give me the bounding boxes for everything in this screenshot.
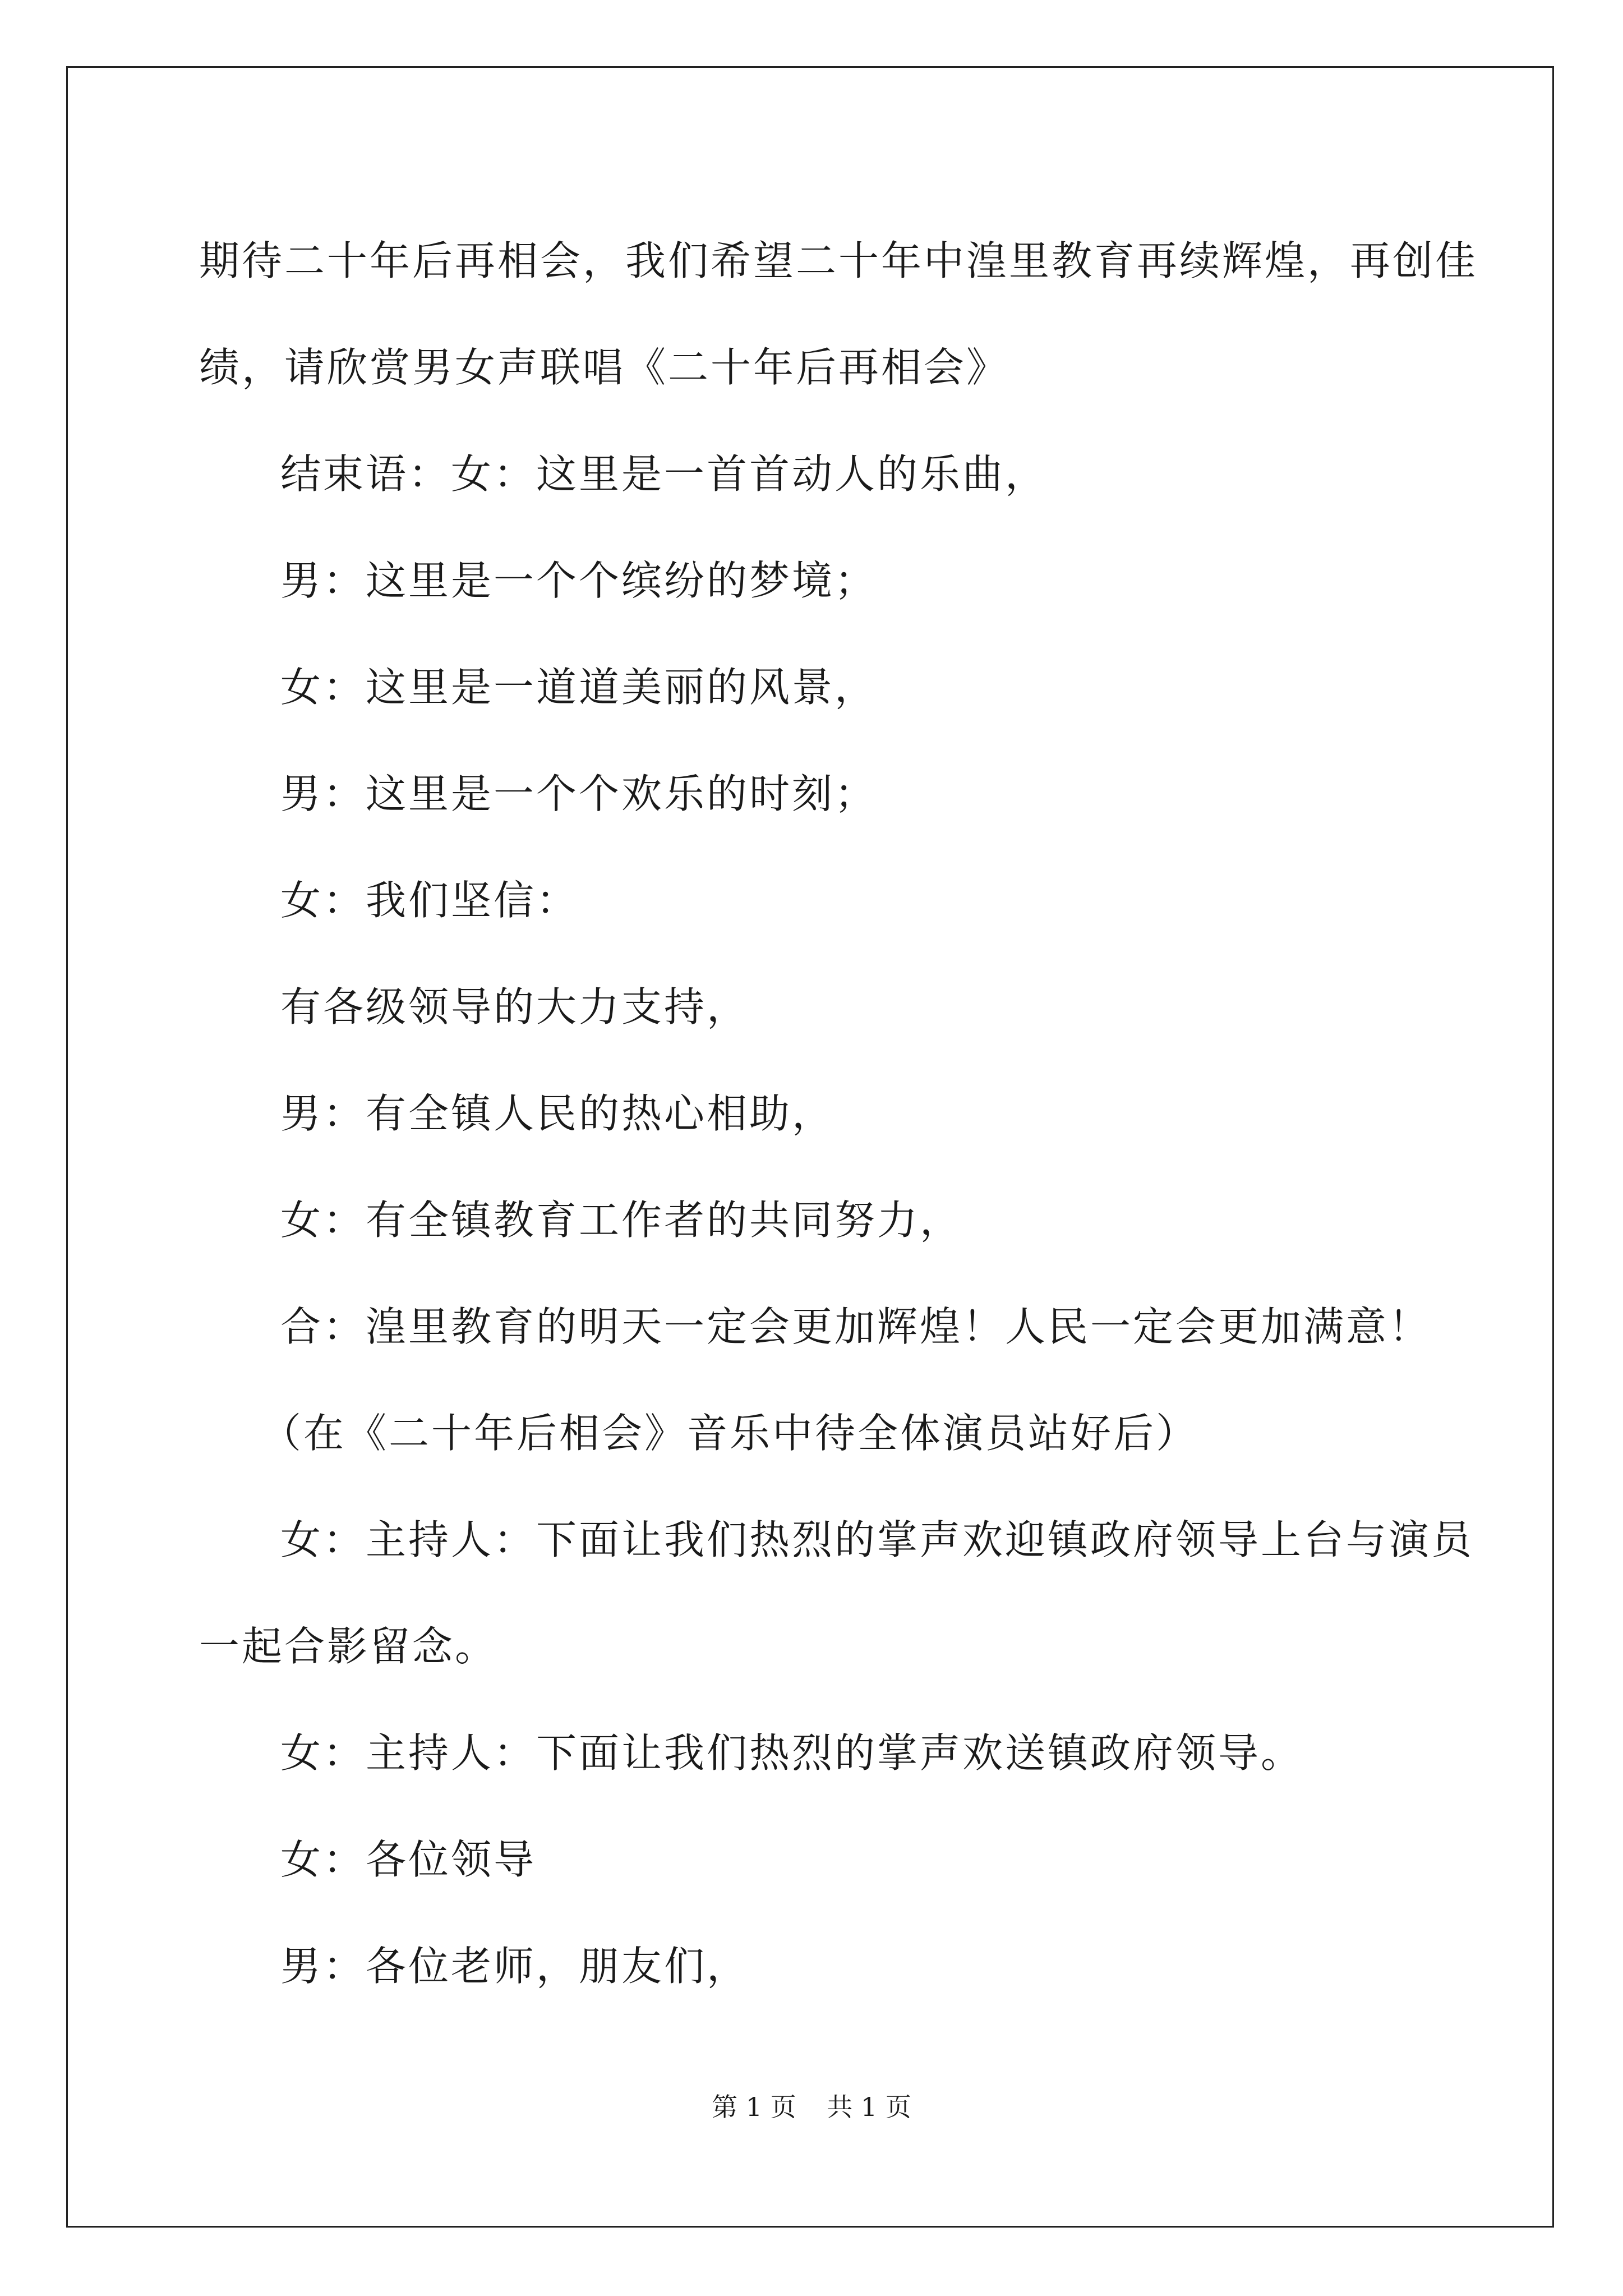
paragraph: 有各级领导的大力支持， [280, 983, 750, 1030]
paragraph: 合：湟里教育的明天一定会更加辉煌！人民一定会更加满意！ [280, 1303, 1432, 1350]
paragraph: 一起合影留念。 [199, 1623, 498, 1670]
paragraph: 期待二十年后再相会，我们希望二十年中湟里教育再续辉煌，再创佳 [199, 237, 1478, 284]
paragraph: 结束语：女：这里是一首首动人的乐曲， [280, 450, 1048, 498]
paragraph: 女：这里是一道道美丽的风景， [280, 664, 878, 711]
paragraph: 女：主持人：下面让我们热烈的掌声欢迎镇政府领导上台与演员 [280, 1516, 1474, 1563]
paragraph: 男：有全镇人民的热心相助， [280, 1090, 835, 1137]
paragraph: 女：各位领导 [280, 1836, 537, 1883]
paragraph: 女：主持人：下面让我们热烈的掌声欢送镇政府领导。 [280, 1729, 1304, 1777]
page-number-current: 第 1 页 [712, 2092, 796, 2122]
paragraph: 男：这里是一个个欢乐的时刻； [280, 770, 878, 817]
paragraph: 男：各位老师，朋友们， [280, 1943, 750, 1990]
paragraph: 女：我们坚信： [280, 877, 579, 924]
page-footer [0, 2087, 1623, 2124]
paragraph: 绩，请欣赏男女声联唱《二十年后再相会》 [199, 344, 1009, 391]
paragraph: 女：有全镇教育工作者的共同努力， [280, 1197, 963, 1244]
page-number-total: 共 1 页 [827, 2092, 911, 2122]
paragraph: （在《二十年后相会》音乐中待全体演员站好后） [261, 1410, 1199, 1457]
paragraph: 男：这里是一个个缤纷的梦境； [280, 557, 878, 604]
document-body [199, 208, 1478, 2019]
